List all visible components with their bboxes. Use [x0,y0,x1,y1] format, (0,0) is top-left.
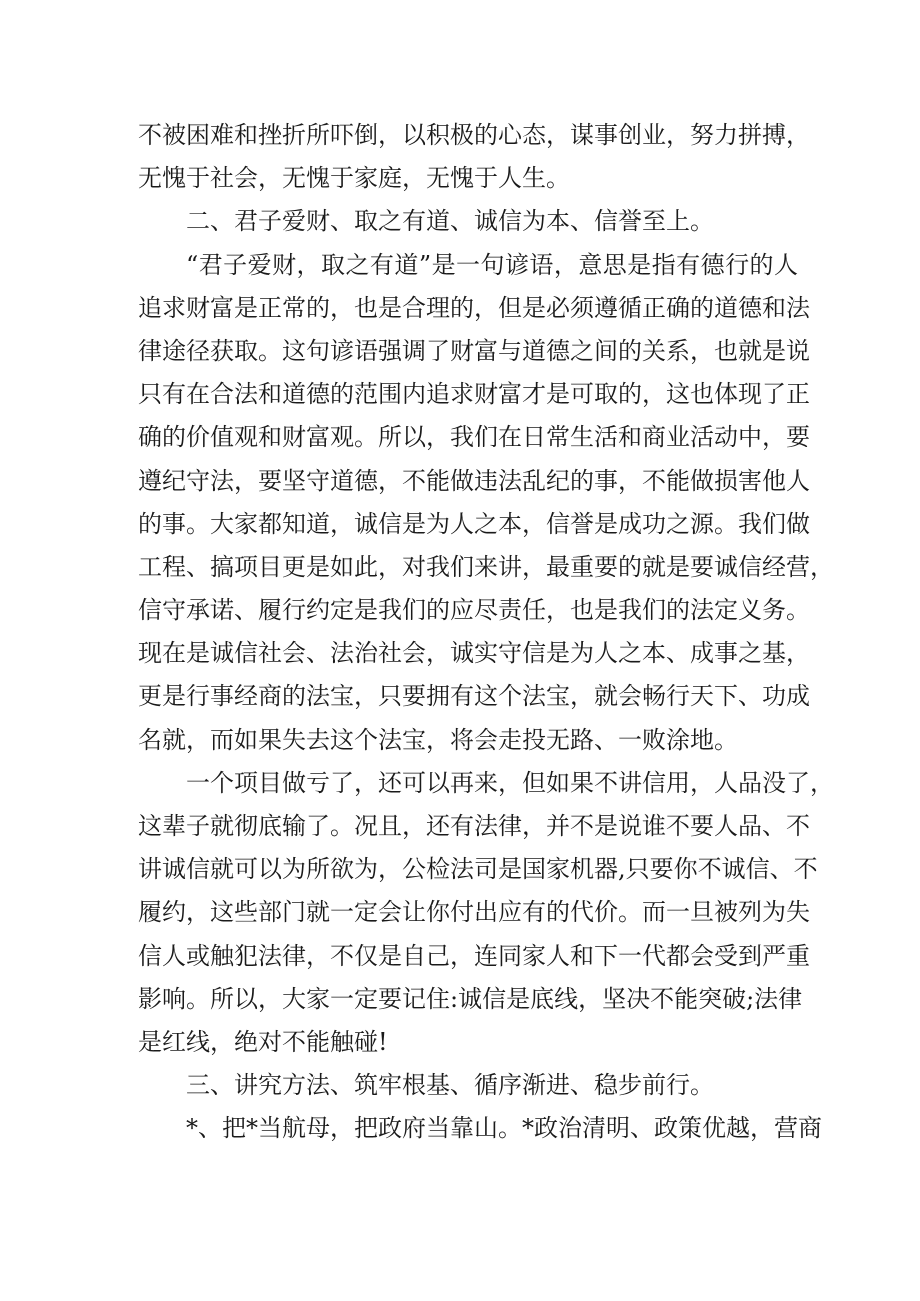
text-line: 只有在合法和道德的范围内追求财富才是可取的，这也体现了正 [138,380,810,409]
section-heading: 三、讲究方法、筑牢根基、循序渐进、稳步前行。 [186,1071,714,1100]
text-line: 是红线，绝对不能触碰! [138,1027,388,1056]
text-line: 信守承诺、履行约定是我们的应尽责任，也是我们的法定义务。 [138,596,810,625]
text-line: *、把*当航母，把政府当靠山。*政治清明、政策优越，营商 [186,1114,822,1143]
text-line: 名就，而如果失去这个法宝，将会走投无路、一败涂地。 [138,725,738,754]
text-line: 追求财富是正常的，也是合理的，但是必须遵循正确的道德和法 [138,293,810,322]
text-line: 信人或触犯法律，不仅是自己，连同家人和下一代都会受到严重 [138,941,810,970]
text-line: 无愧于社会，无愧于家庭，无愧于人生。 [138,164,570,193]
text-line: 律途径获取。这句谚语强调了财富与道德之间的关系，也就是说 [138,336,810,365]
text-line: 这辈子就彻底输了。况且，还有法律，并不是说谁不要人品、不 [138,812,810,840]
text-line: 遵纪守法，要坚守道德，不能做违法乱纪的事，不能做损害他人 [138,466,810,495]
text-line: 确的价值观和财富观。所以，我们在日常生活和商业活动中，要 [138,423,810,452]
text-line: “君子爱财，取之有道”是一句谚语，意思是指有德行的人 [186,250,798,279]
text-line: 一个项目做亏了，还可以再来，但如果不讲信用，人品没了， [186,768,834,797]
text-line: 更是行事经商的法宝，只要拥有这个法宝，就会畅行天下、功成 [138,682,810,711]
document-body [138,114,834,1151]
text-line: 现在是诚信社会、法治社会，诚实守信是为人之本、成事之基， [138,639,810,668]
text-line: 履约，这些部门就一定会让你付出应有的代价。而一旦被列为失 [138,898,810,927]
text-line: 工程、搞项目更是如此，对我们来讲，最重要的就是要诚信经营， [138,552,834,581]
text-line: 不被困难和挫折所吓倒，以积极的心态，谋事创业，努力拼搏， [138,121,810,149]
text-line: 影响。所以，大家一定要记住:诚信是底线，坚决不能突破;法律 [138,984,803,1013]
text-line: 的事。大家都知道，诚信是为人之本，信誉是成功之源。我们做 [138,509,810,538]
text-line: 讲诚信就可以为所欲为，公检法司是国家机器,只要你不诚信、不 [138,855,818,884]
section-heading: 二、君子爱财、取之有道、诚信为本、信誉至上。 [186,207,714,236]
